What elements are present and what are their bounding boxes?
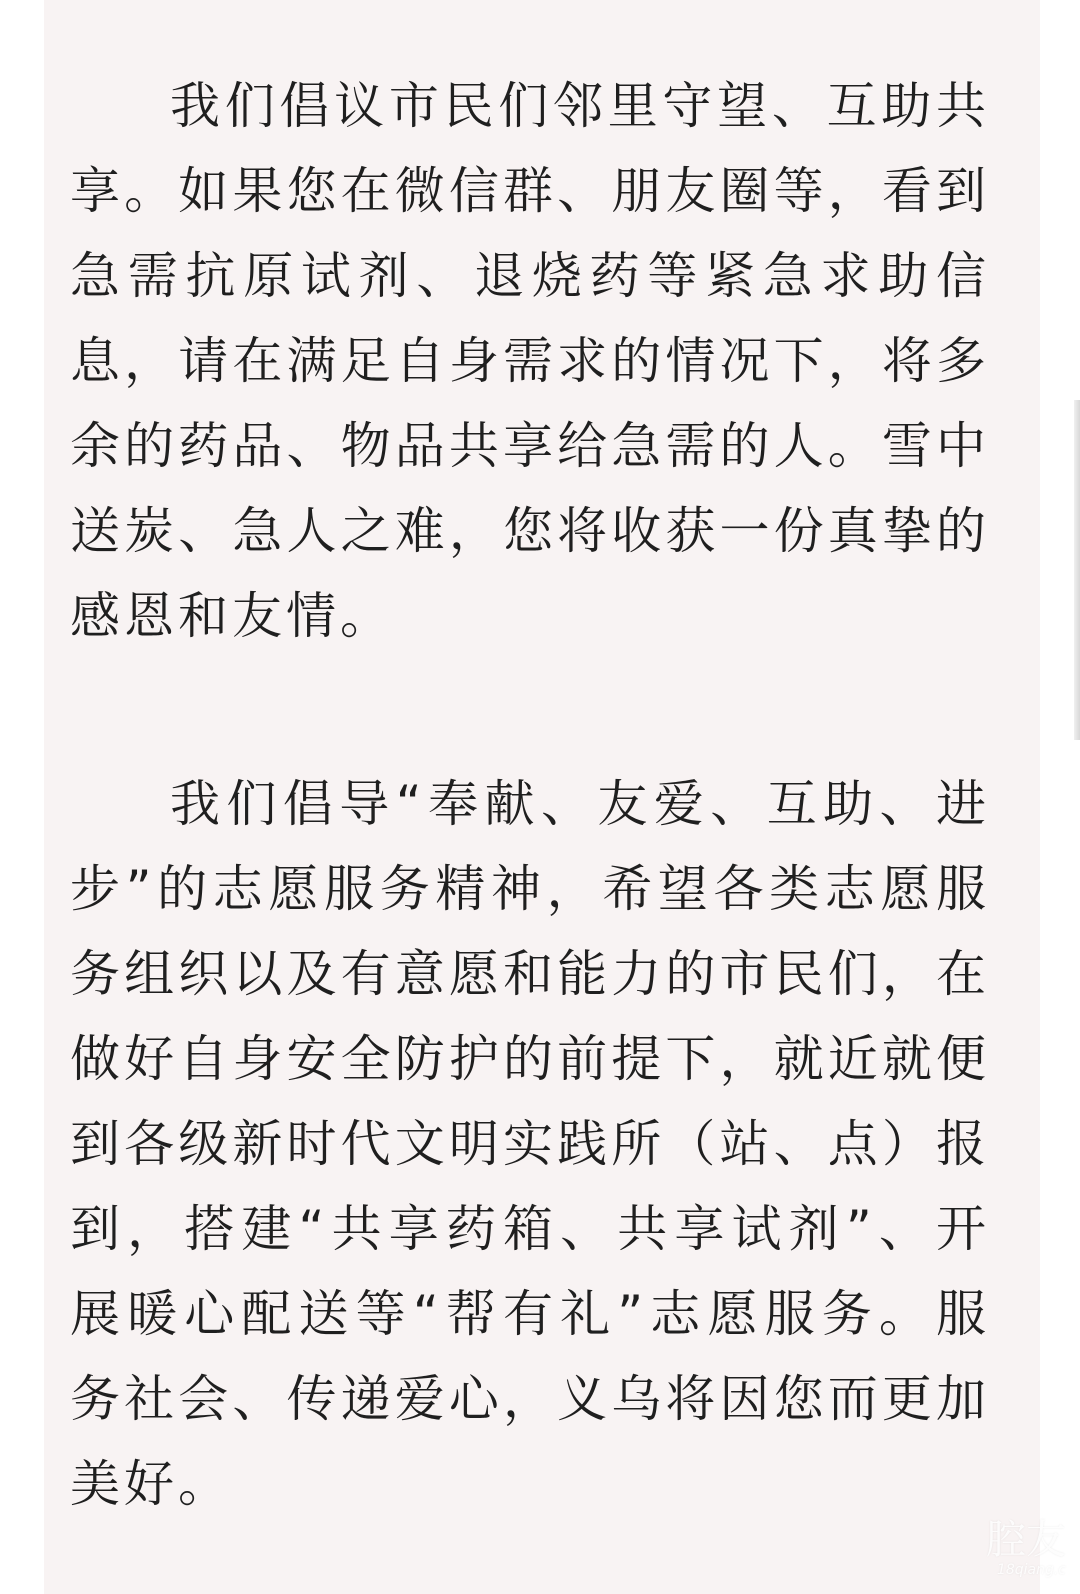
scrollbar[interactable] [1074, 400, 1080, 740]
article-paragraph-2: 我们倡导“奉献、友爱、互助、进步”的志愿服务精神，希望各类志愿服务组织以及有意愿和能力的市民们，在做好自身安全防护的前提下，就近就便到各级新时代文明实践所（站、点）报到，搭建“共享药箱、共享试剂”、开展暖心配送等“帮有礼”志愿服务。服务社会、传递爱心，义乌将因您而更加美好。 [70, 775, 990, 1513]
watermark-text: 腔友 [986, 1517, 1066, 1563]
site-watermark [986, 1518, 1066, 1578]
article-paragraph-1: 我们倡议市民们邻里守望、互助共享。如果您在微信群、朋友圈等，看到急需抗原试剂、退烧药等紧急求助信息，请在满足自身需求的情况下，将多余的药品、物品共享给急需的人。雪中送炭、急人之难，您将收获一份真挚的感恩和友情。 [70, 77, 990, 645]
watermark-subtext: 18qiang.c [996, 1562, 1066, 1578]
